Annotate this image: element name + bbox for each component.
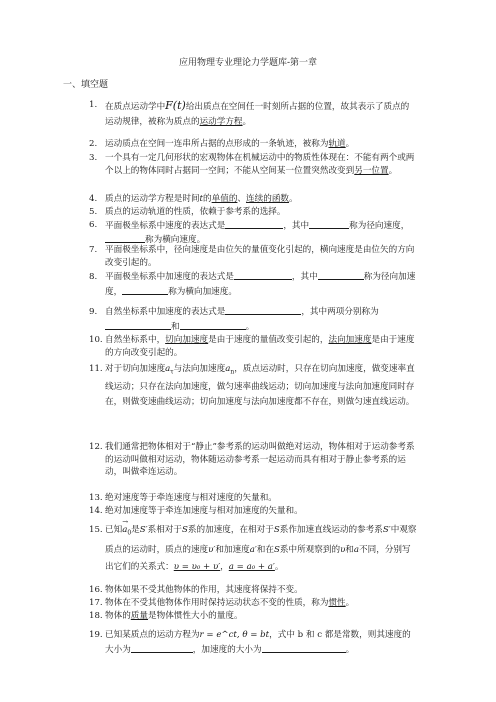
question-text: 中观察质点的运动时，质点的速度 [105, 525, 417, 555]
question-number: 16. [89, 585, 103, 595]
question-9 [89, 305, 417, 335]
answer-blank[interactable] [122, 285, 168, 295]
answer-blank[interactable] [318, 270, 364, 280]
question-6 [89, 219, 417, 246]
frame-symbol: S [182, 525, 188, 535]
punctuation: 。 [345, 598, 355, 608]
question-text: 称为横向速度。 [145, 234, 206, 245]
question-text: 是由于速度的量值改变引起的， [208, 335, 329, 345]
question-text: 对于切向加速度 [105, 364, 166, 374]
question-text: 在质点运动学中 [105, 102, 166, 112]
question-text: 平面极坐标系中加速度的表达式是 [105, 272, 234, 282]
position-vector-symbol: F(t) [165, 99, 186, 112]
question-text: 称为径向加速度， [105, 272, 416, 297]
answer-underlined: 单值的 [211, 194, 238, 204]
answer-blank[interactable] [225, 219, 283, 229]
time-symbol: t [199, 194, 204, 204]
question-text: 质点的运动轨道的性质，依赖于参考系的选择。 [105, 207, 286, 217]
question-number: 2. [89, 139, 98, 149]
question-12 [89, 441, 417, 479]
question-1 [89, 98, 417, 130]
question-text: 称为横向加速度。 [168, 287, 237, 297]
question-text: ，加速度的大小为 [192, 645, 262, 655]
normal-accel-symbol: a [225, 364, 231, 374]
question-text: 自然坐标系中加速度的表达式是 [105, 307, 226, 317]
velocity-symbol: υ [340, 544, 346, 555]
punctuation: 、 [237, 194, 247, 204]
answer-blank[interactable] [234, 270, 292, 280]
question-number: 17. [89, 598, 103, 608]
accel-symbol: a′ [249, 544, 257, 555]
question-text: 自然坐标系中， [105, 335, 166, 345]
question-text: 称为径向速度， [349, 221, 410, 231]
punctuation: 。 [388, 165, 398, 176]
question-3 [89, 152, 417, 177]
question-text: 与法向加速度 [173, 364, 226, 374]
answer-blank[interactable] [225, 305, 301, 315]
tangential-accel-symbol: a [165, 364, 171, 374]
subscript: τ [170, 368, 174, 376]
question-text: 已知 [105, 525, 123, 535]
question-8 [89, 270, 417, 300]
answer-underlined: 运动学方程 [199, 117, 243, 127]
question-16 [89, 584, 417, 597]
question-number: 1. [89, 100, 98, 110]
punctuation: 。 [274, 561, 284, 572]
accel-symbol: a [353, 544, 360, 555]
answer-underlined: 另一位置 [354, 165, 389, 176]
question-text: 系作加速直线运动的参考系 [279, 525, 383, 535]
question-number: 15. [89, 525, 103, 535]
answer-underlined: 惯性 [328, 598, 346, 608]
question-text: 物体在不受其他物体作用时保持运动状态不变的性质，称为 [105, 598, 329, 608]
velocity-symbol: υ′ [208, 544, 216, 555]
question-number: 6. [89, 220, 98, 230]
question-text: ，质点运动时，只存在切向加速度，做变速率直线运动；只存在法向加速度，做匀速率曲线运动；切向加速度与法向加速度同时存在，则做变速曲线运动；切向加速度与法向加速度都不存在，则做匀速直线运动。 [105, 364, 415, 407]
question-14 [89, 505, 417, 518]
punctuation: 。 [289, 194, 298, 204]
frame-symbol: S [273, 525, 280, 535]
question-number: 9. [89, 307, 98, 317]
page-title: 应用物理专业理论力学题库-第一章 [178, 58, 318, 68]
question-text: 绝对加速度等于牵连加速度与相对加速度的矢量和。 [105, 506, 303, 516]
question-text: 和加速度 [215, 544, 250, 555]
question-text: 平面极坐标系中速度的表达式是 [105, 221, 226, 231]
frame-symbol: S [274, 544, 280, 555]
question-10 [89, 334, 417, 359]
question-number: 10. [89, 335, 103, 345]
answer-underlined: 法向加速度 [328, 335, 372, 345]
section-heading: 一、填空题 [63, 80, 109, 90]
question-text: 。 [245, 322, 255, 332]
question-13 [89, 492, 417, 505]
question-number: 8. [89, 272, 98, 282]
punctuation: 。 [345, 139, 355, 149]
answer-underlined: 连续的函数 [246, 194, 290, 204]
frame-symbol: S′ [139, 525, 148, 535]
question-17 [89, 597, 417, 610]
question-text: 是由于速度的方向改变引起的。 [105, 335, 415, 358]
question-number: 14. [89, 506, 103, 516]
question-text: 物体的 [105, 611, 131, 621]
punctuation: 。 [242, 117, 252, 127]
question-text: 和 [345, 544, 354, 555]
question-19 [89, 628, 417, 658]
question-text: 系相对于 [147, 525, 182, 535]
frame-accel-symbol: → a [122, 522, 127, 539]
question-number: 5. [89, 207, 98, 217]
question-text: 不同，分别写出它们的关系式： [105, 544, 411, 572]
question-number: 11. [89, 364, 103, 374]
punctuation: 。 [345, 645, 355, 655]
question-number: 19. [89, 630, 103, 640]
question-11 [89, 362, 417, 410]
question-text: 一个具有一定几何形状的宏观物体在机械运动中的物质性体现在：不能有两个或两个以上的物体同时占据同一空间；不能从空间某一位置突然改变到 [105, 153, 415, 176]
accel-relation-equation: a = a₀ + a′ [228, 561, 275, 572]
question-15 [89, 522, 417, 576]
answer-blank[interactable] [105, 320, 171, 330]
answer-blank[interactable] [309, 219, 349, 229]
answer-underlined: 质量 [130, 611, 148, 621]
question-text: 给出质点在空间任一时刻所占据的位置，故其表示了质点的运动规律，被称为质点的 [105, 102, 410, 127]
question-5 [89, 206, 417, 219]
question-text: 是 [131, 525, 140, 535]
question-number: 13. [89, 493, 103, 503]
answer-blank[interactable] [262, 643, 346, 653]
question-18 [89, 610, 417, 623]
subscript: n [230, 368, 235, 376]
answer-blank[interactable] [105, 233, 145, 243]
question-number: 4. [89, 194, 98, 204]
answer-underlined: 轨道 [328, 139, 346, 149]
question-2 [89, 138, 417, 151]
question-text: 和 [171, 322, 180, 332]
question-text: 我们通常把物体相对于“静止”参考系的运动叫做绝对运动，物体相对于运动参考系的运动叫做相对运动，物体随运动参考系一起运动而具有相对于静止参考系的运动，叫做牵连运动。 [105, 442, 415, 477]
question-number: 7. [89, 245, 98, 255]
frame-symbol: S′ [382, 525, 391, 535]
answer-underlined: 切向加速度 [165, 335, 209, 345]
question-text: 是物体惯性大小的量度。 [148, 611, 243, 621]
question-number: 18. [89, 611, 103, 621]
question-text: 系的加速度，在相对于 [187, 525, 274, 535]
motion-equation: r = e^ct, θ = bt [199, 630, 270, 640]
answer-blank[interactable] [131, 643, 193, 653]
question-text: 的 [203, 194, 212, 204]
question-text: 和在 [256, 544, 274, 555]
question-text: 质点的运动学方程是时间 [105, 194, 200, 204]
question-number: 12. [89, 442, 103, 452]
velocity-relation-equation: υ = υ₀ + υ′ [173, 561, 221, 572]
question-text: 运动质点在空间一连串所占据的点形成的一条轨迹，被称为 [105, 139, 329, 149]
punctuation: ， [220, 561, 229, 572]
question-text: ，其中 [283, 221, 310, 231]
question-4 [89, 193, 417, 206]
answer-blank[interactable] [180, 320, 246, 330]
question-text: 绝对速度等于牵连速度与相对速度的矢量和。 [105, 493, 277, 503]
question-7 [89, 244, 417, 269]
question-text: 已知某质点的运动方程为 [105, 630, 200, 640]
question-text: 平面极坐标系中，径向速度是由位矢的量值变化引起的，横向速度是由位矢的方向改变引起的。 [105, 245, 415, 268]
question-text: 系中所观察到的 [279, 544, 341, 555]
question-number: 3. [89, 153, 98, 163]
question-text: ，其中两项分别称为 [301, 307, 379, 317]
question-text: 物体如果不受其他物体的作用，其速度将保持不变。 [105, 585, 303, 595]
subscript: 0 [127, 529, 132, 537]
question-text: ，其中 [291, 272, 318, 282]
question-text: ，式中 b 和 c 都是常数，则其速度的大小为 [105, 630, 411, 655]
